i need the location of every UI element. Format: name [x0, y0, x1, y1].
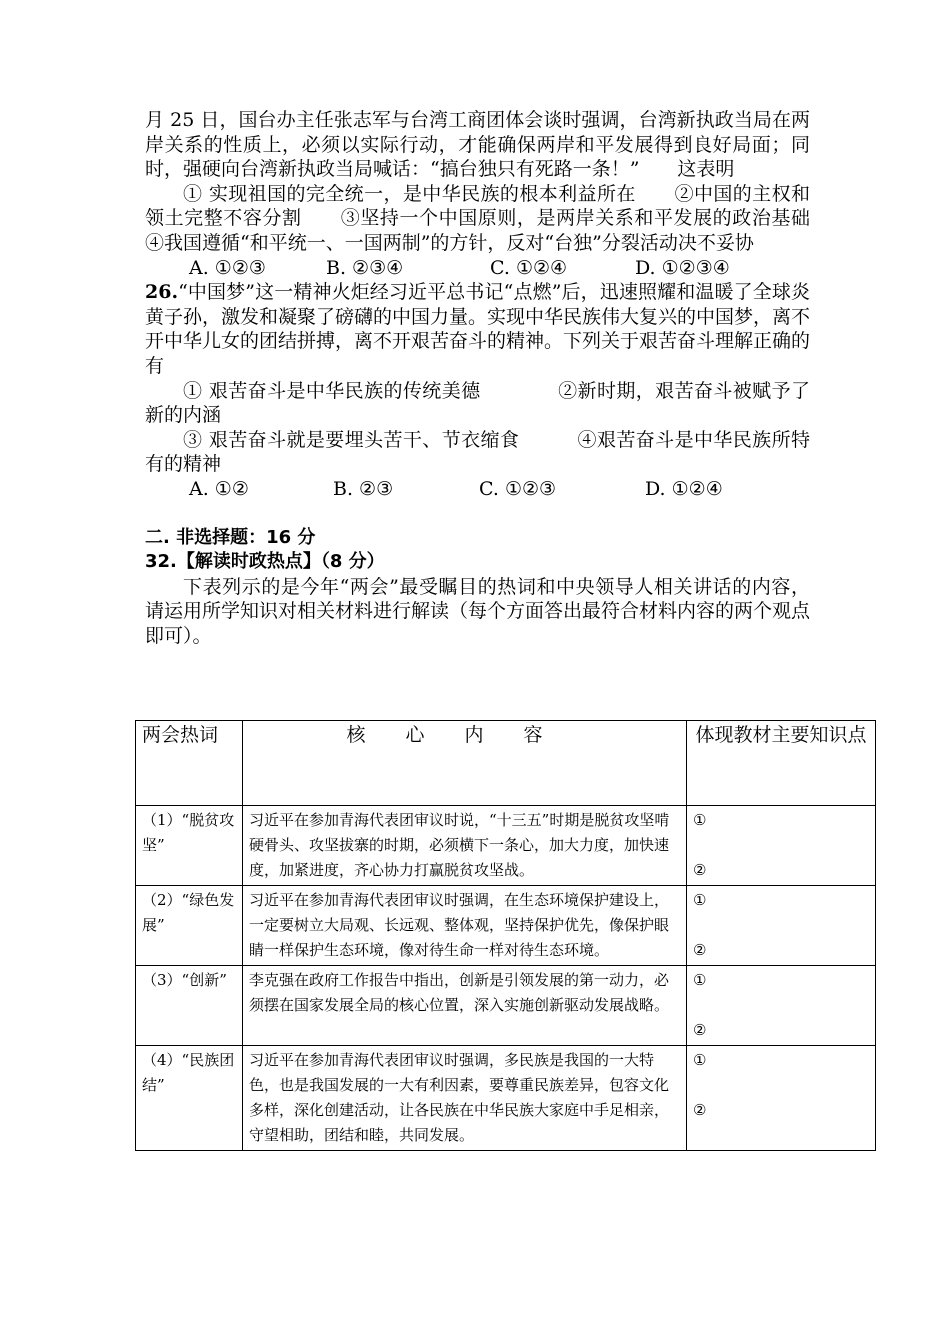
option-d: D. ①②④ [645, 477, 723, 500]
point-1-marker: ① [693, 1051, 707, 1069]
core-content-cell: 习近平在参加青海代表团审议时强调，在生态环境保护建设上，一定要树立大局观、长远观、整体观，坚持保护优先，像保护眼睛一样保护生态环境，像对待生命一样对待生态环境。 [243, 886, 687, 966]
point-1-marker: ① [693, 891, 707, 909]
table-row [136, 966, 876, 1046]
core-content-cell: 习近平在参加青海代表团审议时强调，多民族是我国的一大特色，也是我国发展的一大有利因素，要尊重民族差异，包容文化多样，深化创建活动，让各民族在中华民族大家庭中手足相亲，守望相助，团结和睦，共同发展。 [243, 1046, 687, 1151]
point-1-marker: ① [693, 811, 707, 829]
hot-word-cell: （1）“脱贫攻坚” [136, 806, 243, 886]
option-a: A. ①②③ [189, 256, 266, 279]
table-row [136, 886, 876, 966]
option-b: B. ②③④ [326, 256, 404, 279]
option-c: C. ①②④ [490, 256, 568, 279]
question-26-stem [145, 280, 810, 378]
knowledge-points-cell[interactable] [687, 806, 876, 886]
option-b: B. ②③ [333, 477, 394, 500]
question-25-stem: 月 25 日，国台办主任张志军与台湾工商团体会谈时强调，台湾新执政当局在两岸关系的性质上，必须以实际行动，才能确保两岸和平发展得到良好局面；同时，强硬向台湾新执政当局喊话：“搞台独只有死路一条！” 这表明 [145, 109, 810, 181]
question-26-number: 26. [145, 281, 179, 304]
question-26-statement-2: ③ 艰苦奋斗就是要埋头苦干、节衣缩食 ④艰苦奋斗是中华民族所特有的精神 [145, 428, 810, 476]
point-2-marker: ② [693, 1101, 707, 1119]
question-25-options [145, 256, 810, 281]
header-core-content: 核心内容 [243, 721, 687, 806]
table-row [136, 1046, 876, 1151]
section-2-title: 二. 非选择题：16 分 [145, 526, 316, 548]
header-knowledge-points: 体现教材主要知识点 [687, 721, 876, 806]
question-25 [145, 108, 849, 280]
header-hot-word: 两会热词 [136, 721, 243, 806]
question-32-intro: 下表列示的是今年“两会”最受瞩目的热词和中央领导人相关讲话的内容，请运用所学知识对相关材料进行解读（每个方面答出最符合材料内容的两个观点即可）。 [145, 575, 811, 647]
point-1-marker: ① [693, 971, 707, 989]
hot-word-cell: （4）“民族团结” [136, 1046, 243, 1151]
point-2-marker: ② [693, 941, 707, 959]
knowledge-points-cell[interactable] [687, 886, 876, 966]
hot-word-cell: （2）“绿色发展” [136, 886, 243, 966]
table-header-row [136, 721, 876, 806]
option-c: C. ①②③ [479, 477, 557, 500]
spacer [145, 502, 810, 526]
question-26-text: “中国梦”这一精神火炬经习近平总书记“点燃”后，迅速照耀和温暖了全球炎黄子孙，激发和凝聚了磅礴的中国力量。实现中华民族伟大复兴的中国梦，离不开中华儿女的团结拼搏，离不开艰苦奋斗的精神。下列关于艰苦奋斗理解正确的有 [145, 281, 811, 377]
option-a: A. ①② [189, 477, 249, 500]
knowledge-points-cell[interactable] [687, 966, 876, 1046]
hot-words-table [135, 720, 876, 1151]
knowledge-points-cell[interactable] [687, 1046, 876, 1151]
hot-word-cell: （3）“创新” [136, 966, 243, 1046]
core-content-cell: 习近平在参加青海代表团审议时说，“十三五”时期是脱贫攻坚啃硬骨头、攻坚拔寨的时期，必须横下一条心，加大力度，加快速度，加紧进度，齐心协力打赢脱贫攻坚战。 [243, 806, 687, 886]
question-25-statements: ① 实现祖国的完全统一，是中华民族的根本利益所在 ②中国的主权和领土完整不容分割 ③坚持一个中国原则，是两岸关系和平发展的政治基础 ④我国遵循“和平统一、一国两制”的方针，反对“台独”分裂活动决不妥协 [145, 182, 849, 254]
point-2-marker: ② [693, 861, 707, 879]
document-page [145, 108, 849, 648]
question-26-options [145, 477, 810, 502]
core-content-cell: 李克强在政府工作报告中指出，创新是引领发展的第一动力，必须摆在国家发展全局的核心位置，深入实施创新驱动发展战略。 [243, 966, 687, 1046]
question-26 [145, 280, 810, 501]
table-row [136, 806, 876, 886]
point-2-marker: ② [693, 1021, 707, 1039]
question-32-title: 32.【解读时政热点】（8 分） [145, 551, 385, 573]
question-26-statement-1: ① 艰苦奋斗是中华民族的传统美德 ②新时期，艰苦奋斗被赋予了新的内涵 [145, 379, 810, 427]
option-d: D. ①②③④ [635, 256, 730, 279]
